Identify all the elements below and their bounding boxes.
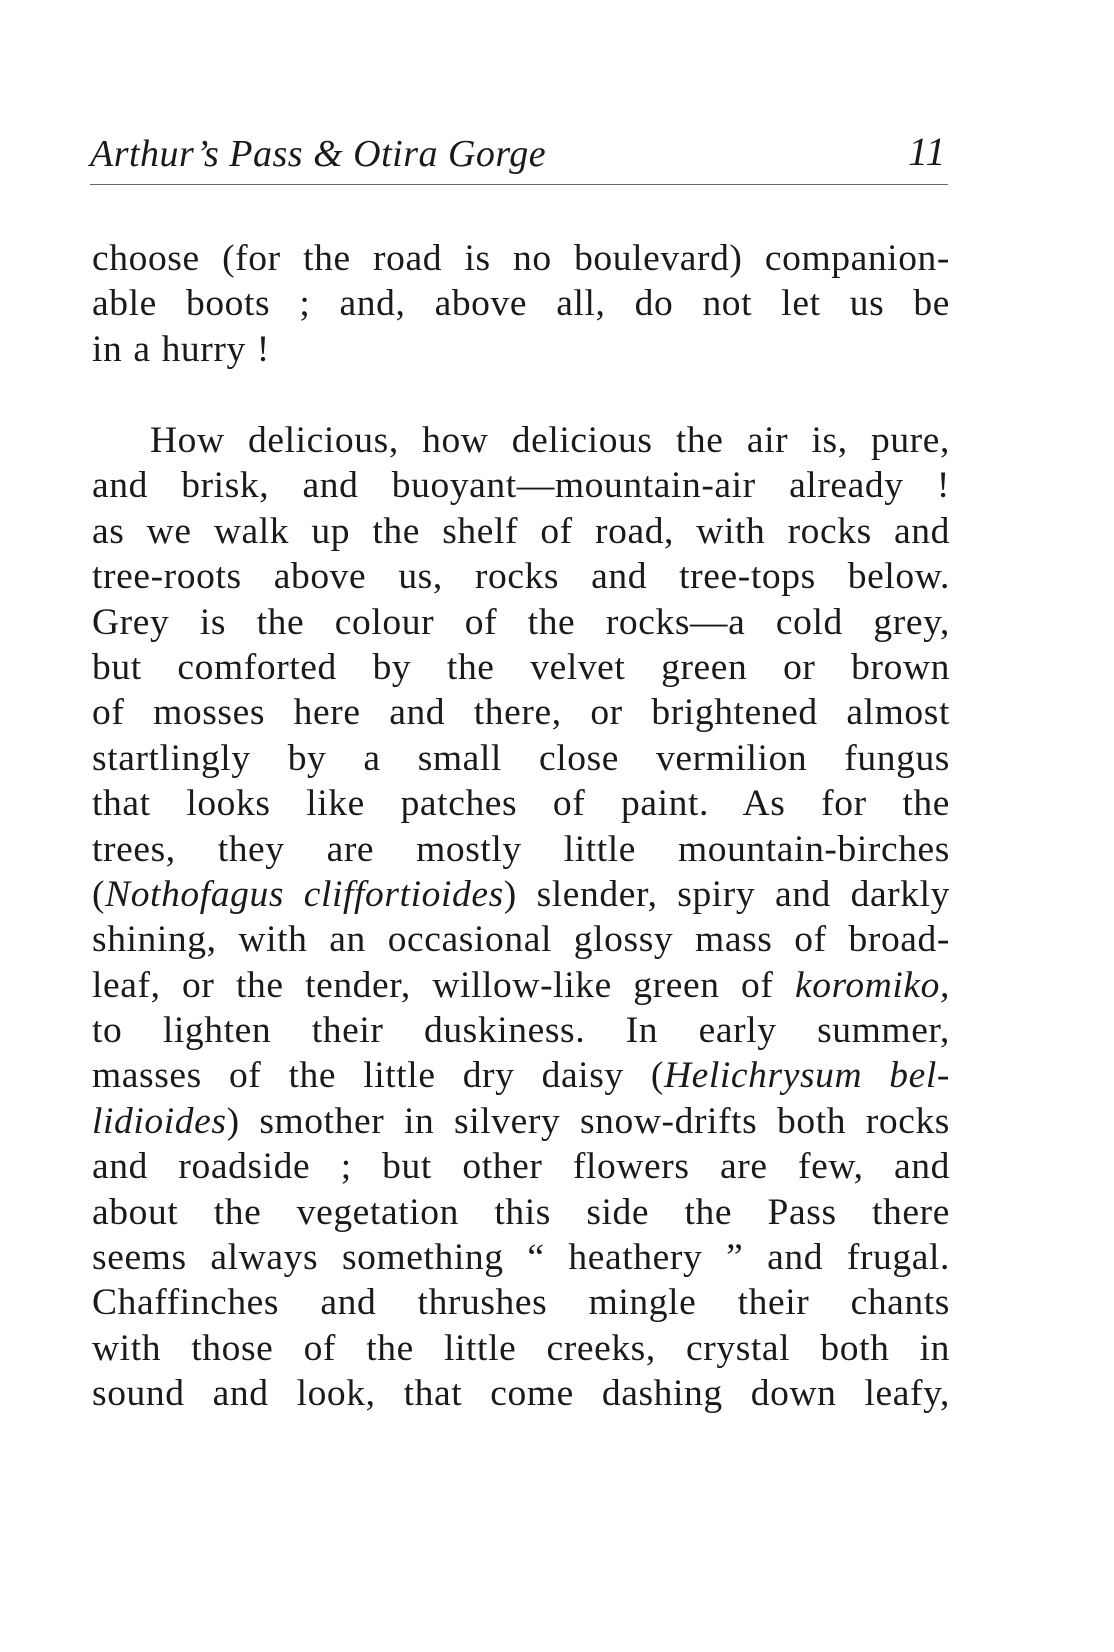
text-line: to lighten their duskiness. In early summer, [92, 1010, 950, 1052]
header-rule [90, 184, 948, 185]
paragraph-2 [92, 418, 950, 1417]
text-segment: leaf, or the tender, willow-like green of [92, 964, 795, 1006]
latin-name: lidioides [92, 1100, 227, 1142]
text-line: trees, they are mostly little mountain-birches [92, 828, 950, 870]
running-title: Arthur’s Pass & Otira Gorge [90, 133, 547, 175]
page-number: 11 [907, 129, 946, 174]
text-segment: masses of the little dry daisy ( [92, 1055, 664, 1097]
text-line: startlingly by a small close vermilion fungus [92, 737, 950, 779]
text-line: able boots ; and, above all, do not let us be [92, 283, 950, 325]
text-line: shining, with an occasional glossy mass of broad- [92, 919, 950, 961]
text-line: and roadside ; but other flowers are few, and [92, 1146, 950, 1188]
text-line: but comforted by the velvet green or brown [92, 646, 950, 688]
text-line: with those of the little creeks, crystal both in [92, 1327, 950, 1369]
text-line: Grey is the colour of the rocks—a cold grey, [92, 601, 950, 643]
text-line: of mosses here and there, or brightened almost [92, 692, 950, 734]
text-segment: ) slender, spiry and darkly [503, 873, 950, 915]
text-line: seems always something “ heathery ” and frugal. [92, 1237, 950, 1279]
text-line: that looks like patches of paint. As for the [92, 783, 950, 825]
text-line-mixed [92, 963, 950, 1008]
maori-name: koromiko, [794, 964, 950, 1006]
text-line: in a hurry ! [92, 328, 270, 370]
latin-name: Nothofagus cliffortioides [105, 873, 504, 915]
paragraph-1 [92, 236, 950, 372]
text-line-mixed [92, 1053, 950, 1098]
text-line: choose (for the road is no boulevard) companion- [92, 238, 950, 279]
text-segment: ( [92, 873, 106, 915]
text-line-mixed [92, 872, 950, 917]
text-line: and brisk, and buoyant—mountain-air already ! [92, 465, 950, 507]
text-line: How delicious, how delicious the air is, pure, [150, 420, 950, 461]
text-segment: ) smother in silvery snow-drifts both rocks [226, 1100, 950, 1142]
text-line-mixed [92, 1099, 950, 1144]
text-line: about the vegetation this side the Pass there [92, 1191, 950, 1233]
text-line: as we walk up the shelf of road, with rocks and [92, 510, 950, 552]
running-head [90, 128, 950, 180]
text-line: Chaffinches and thrushes mingle their chants [92, 1282, 950, 1324]
text-line: sound and look, that come dashing down leafy, [92, 1373, 950, 1415]
text-line: tree-roots above us, rocks and tree-tops below. [92, 556, 950, 598]
latin-name: Helichrysum bel- [663, 1055, 950, 1097]
